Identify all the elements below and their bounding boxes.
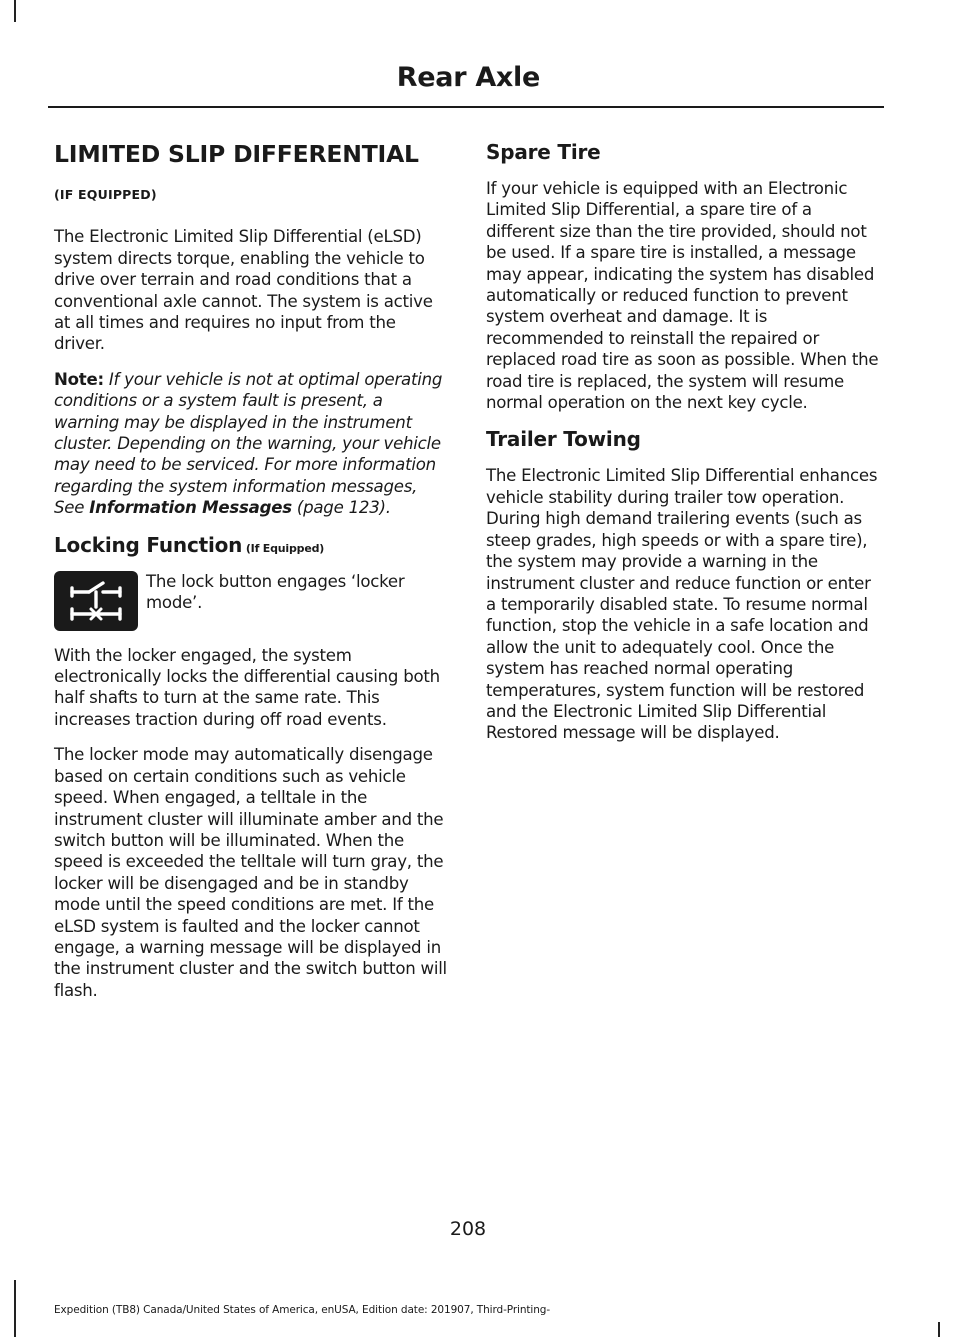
note-text: If your vehicle is not at optimal operating conditions or a system fault is present, a warning may be displayed in the instrument cluster. Depending on the warning, your vehicle may need to be serviced. For more information regarding the system information messages, See xyxy=(54,369,443,518)
spare-tire-heading: Spare Tire xyxy=(486,140,601,164)
locking-function-title: Locking Function xyxy=(54,532,243,557)
crop-mark-bottom-right xyxy=(938,1322,940,1337)
crop-mark-top-left xyxy=(14,0,16,22)
trailer-towing-paragraph: The Electronic Limited Slip Differential enhances vehicle stability during trailer tow operation. During high demand trailering events (such as steep grades, high speeds or with a spare tire), the system may provide a warning in the instrument cluster and reduce function or enter a temporarily disabled state. To resume normal function, stop the vehicle in a safe location and allow the unit to adequately cool. Once the system has reached normal operating temperatures, system function will be restored and the Electronic Limited Slip Differential Restored message will be displayed. xyxy=(486,466,878,743)
footer-edition-info: Expedition (TB8) Canada/United States of America, enUSA, Edition date: 201907, Third-Printing- xyxy=(54,1304,551,1316)
section-subtitle: (IF EQUIPPED) xyxy=(54,187,157,203)
note-label: Note: xyxy=(54,369,104,389)
locker-disengage-paragraph: The locker mode may automatically disengage based on certain conditions such as vehicle speed. When engaged, a telltale in the instrument cluster will illuminate amber and the switch button will be illuminated. When the speed is exceeded the telltale will turn gray, the locker will be disengaged and be in standby mode until the speed conditions are met. If the eLSD system is faulted and the locker cannot engage, a warning message will be displayed in the instrument cluster and the switch button will flash. xyxy=(54,745,447,1000)
crop-mark-bottom-left xyxy=(14,1280,16,1337)
lock-button-text: The lock button engages ‘locker mode’. xyxy=(146,571,405,613)
locking-function-heading xyxy=(54,533,447,557)
right-column xyxy=(486,140,879,758)
locker-engaged-paragraph: With the locker engaged, the system electronically locks the differential causing both half shafts to turn at the same rate. This increases traction during off road events. xyxy=(54,645,440,729)
trailer-towing-heading: Trailer Towing xyxy=(486,427,641,452)
locking-function-equipped: (If Equipped) xyxy=(242,541,325,555)
lock-button-row xyxy=(54,571,447,631)
left-column xyxy=(54,140,447,1015)
note-paragraph xyxy=(54,369,447,519)
intro-paragraph: The Electronic Limited Slip Differential (eLSD) system directs torque, enabling the vehicle to drive over terrain and road conditions that a conventional axle cannot. The system is active at all times and requires no input from the driver. xyxy=(54,227,433,354)
information-messages-link[interactable]: Information Messages xyxy=(89,498,292,518)
page-title: Rear Axle xyxy=(396,62,540,93)
locker-differential-icon xyxy=(54,571,138,631)
page-number: 208 xyxy=(449,1218,487,1240)
spare-tire-paragraph: If your vehicle is equipped with an Electronic Limited Slip Differential, a spare tire of a different size than the tire provided, should not be used. If a spare tire is installed, a message may appear, indicating the system has disabled automatically or reduced function to prevent system overheat and damage. It is recommended to reinstall the repaired or replaced road tire as soon as possible. When the road tire is replaced, the system will resume normal operation on the next key cycle. xyxy=(486,179,879,413)
header-divider xyxy=(48,106,884,108)
note-page-ref: (page 123). xyxy=(291,498,391,518)
section-title: LIMITED SLIP DIFFERENTIAL xyxy=(54,140,419,168)
